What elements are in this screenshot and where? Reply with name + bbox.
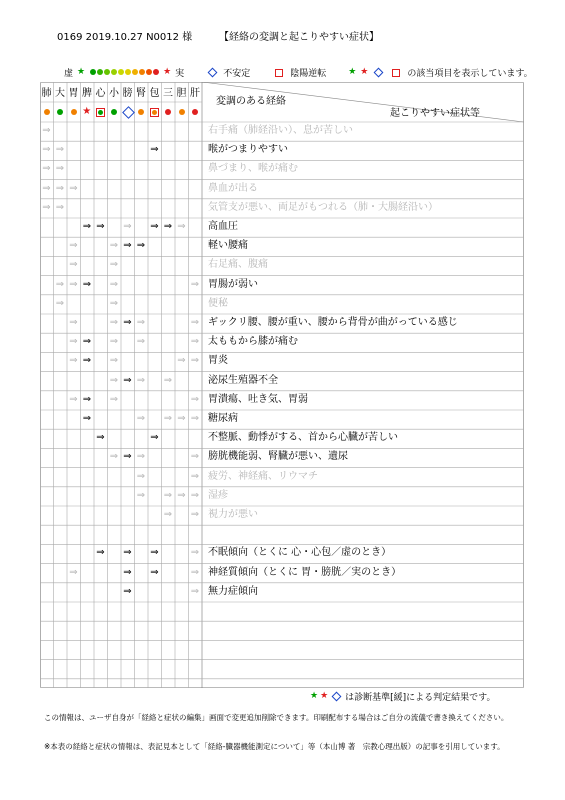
symptom-text: 高血圧 (208, 221, 238, 232)
meridian-arrow-icon: ⇒ (96, 547, 105, 559)
symptoms-header: 起こりやすい症状等 (390, 108, 480, 119)
green-star-icon: ★ (310, 691, 319, 701)
meridian-star-icon: ★ (82, 106, 92, 117)
symptom-text: 喉がつまりやすい (208, 144, 288, 156)
meridian-arrow-icon: ⇒ (109, 317, 119, 328)
meridian-arrow-icon: ⇒ (190, 585, 200, 597)
meridian-arrow-icon: ⇒ (69, 317, 78, 328)
meridian-arrow-icon: ⇒ (42, 125, 51, 136)
meridian-level-dot (44, 109, 50, 115)
meridian-level-dot (98, 110, 103, 115)
meridian-arrow-icon: ⇒ (177, 489, 186, 501)
symptom-text: 不眠傾向（とくに 心・心包／虚のとき） (208, 547, 392, 559)
symptom-text: 膀胱機能弱、腎臓が悪い、遺尿 (208, 451, 348, 463)
meridian-arrow-icon: ⇒ (82, 336, 92, 348)
meridian-column-header: 膀 (122, 88, 133, 99)
symptom-text: 泌尿生殖器不全 (208, 374, 278, 386)
meridian-arrow-icon: ⇒ (82, 278, 92, 290)
green-star-icon: ★ (77, 67, 86, 77)
meridian-arrow-icon: ⇒ (163, 509, 173, 520)
diamond-icon (374, 68, 384, 78)
meridian-arrow-icon: ⇒ (96, 432, 105, 444)
meridian-level-dot (71, 109, 77, 115)
meridian-arrow-icon: ⇒ (150, 432, 159, 444)
gradient-dot (97, 69, 103, 75)
meridian-arrow-icon: ⇒ (190, 355, 200, 367)
meridian-arrow-icon: ⇒ (69, 240, 78, 252)
meridian-arrow-icon: ⇒ (123, 585, 132, 597)
meridian-column-header: 肝 (190, 88, 200, 99)
legend-weak-label: 虚 (64, 69, 74, 79)
meridian-arrow-icon: ⇒ (190, 278, 200, 290)
symptom-text: 便秘 (208, 297, 228, 309)
meridian-arrow-icon: ⇒ (42, 144, 51, 156)
symptom-text: 鼻づまり、喉が痛む (208, 163, 298, 175)
meridian-column-header: 心 (95, 88, 106, 99)
symptom-text: 太ももから膝が痛む (208, 336, 298, 348)
meridian-column-header: 包 (149, 88, 160, 99)
meridian-column-header: 腎 (136, 88, 146, 99)
meridian-arrow-icon: ⇒ (136, 451, 146, 463)
meridian-arrow-icon: ⇒ (82, 393, 92, 405)
meridian-arrow-icon: ⇒ (96, 221, 105, 232)
meridian-arrow-icon: ⇒ (42, 201, 51, 213)
meridian-arrow-icon: ⇒ (177, 355, 186, 367)
symptom-text: 胃腸が弱い (208, 278, 258, 290)
meridian-arrow-icon: ⇒ (55, 297, 65, 309)
meridian-arrow-icon: ⇒ (150, 566, 159, 578)
symptom-text: 軽い腰痛 (208, 240, 248, 252)
meridian-arrow-icon: ⇒ (82, 413, 92, 424)
gradient-dot (90, 69, 96, 75)
meridian-arrow-icon: ⇒ (136, 470, 146, 482)
meridian-arrow-icon: ⇒ (42, 163, 51, 175)
meridian-arrow-icon: ⇒ (150, 547, 159, 559)
green-star-icon: ★ (348, 67, 357, 77)
meridian-arrow-icon: ⇒ (123, 451, 132, 463)
meridian-arrow-icon: ⇒ (109, 355, 119, 367)
meridian-level-dot (179, 109, 185, 115)
meridian-reversal-marker (150, 108, 159, 117)
meridian-arrow-icon: ⇒ (69, 336, 78, 348)
gradient-dot (146, 69, 152, 75)
symptom-text: 湿疹 (208, 489, 228, 501)
meridian-arrow-icon: ⇒ (123, 374, 132, 386)
meridian-arrow-icon: ⇒ (190, 509, 200, 520)
meridian-arrow-icon: ⇒ (109, 278, 119, 290)
meridian-arrow-icon: ⇒ (69, 355, 78, 367)
meridian-arrow-icon: ⇒ (136, 317, 146, 328)
meridian-arrow-icon: ⇒ (163, 374, 173, 386)
meridian-arrow-icon: ⇒ (69, 182, 78, 194)
meridian-column-header: 肺 (41, 88, 52, 99)
meridian-arrow-icon: ⇒ (109, 240, 119, 252)
meridian-column-header: 小 (109, 88, 119, 99)
meridian-arrow-icon: ⇒ (109, 451, 119, 463)
meridian-arrow-icon: ⇒ (190, 470, 200, 482)
meridian-arrow-icon: ⇒ (69, 259, 78, 271)
legend (64, 66, 533, 79)
red-star-icon: ★ (360, 67, 369, 77)
meridian-arrow-icon: ⇒ (136, 240, 146, 252)
meridian-arrow-icon: ⇒ (150, 221, 159, 232)
meridian-arrow-icon: ⇒ (109, 374, 119, 386)
symptom-text: 鼻血が出る (208, 182, 258, 194)
symptom-text: 糖尿病 (208, 413, 238, 424)
meridian-level-dot (152, 110, 157, 115)
square-icon (275, 69, 283, 77)
diamond-icon (208, 68, 218, 78)
strength-gradient (89, 68, 159, 78)
meridian-arrow-icon: ⇒ (190, 336, 200, 348)
patient-info: 0169 2019.10.27 N0012 様 (57, 32, 193, 43)
page-title: 【経絡の変調と起こりやすい症状】 (219, 32, 379, 43)
meridian-column-header: 脾 (82, 88, 92, 99)
meridian-arrow-icon: ⇒ (55, 163, 65, 175)
meridian-arrow-icon: ⇒ (123, 240, 132, 252)
meridian-column-header: 三 (163, 88, 173, 99)
meridian-arrow-icon: ⇒ (136, 336, 146, 348)
meridian-arrow-icon: ⇒ (190, 451, 200, 463)
legend-unstable-label: 不安定 (223, 69, 251, 79)
diamond-icon (332, 692, 342, 702)
symptom-text: 胃潰瘍、吐き気、胃弱 (208, 393, 308, 405)
gradient-dot (153, 69, 159, 75)
meridian-column-header: 胆 (176, 88, 187, 99)
meridian-arrow-icon: ⇒ (190, 566, 200, 578)
meridian-arrow-icon: ⇒ (55, 201, 65, 213)
meridian-arrow-icon: ⇒ (109, 336, 119, 348)
meridian-arrow-icon: ⇒ (123, 566, 132, 578)
meridian-arrow-icon: ⇒ (123, 221, 132, 232)
meridian-arrow-icon: ⇒ (177, 221, 186, 232)
gradient-dot (132, 69, 138, 75)
meridian-arrow-icon: ⇒ (150, 144, 159, 156)
square-icon (392, 69, 400, 77)
gradient-dot (111, 69, 117, 75)
meridian-arrow-icon: ⇒ (55, 144, 65, 156)
meridian-arrow-icon: ⇒ (123, 547, 132, 559)
symptom-text: 右手痛（肺経沿い）、息が苦しい (208, 125, 353, 136)
meridian-arrow-icon: ⇒ (190, 393, 200, 405)
gradient-dot (104, 69, 110, 75)
meridian-arrow-icon: ⇒ (109, 393, 119, 405)
meridian-arrow-icon: ⇒ (55, 182, 65, 194)
symptom-text: 不整脈、動悸がする、首から心臓が苦しい (208, 432, 398, 444)
meridian-arrow-icon: ⇒ (163, 489, 173, 501)
meridian-arrow-icon: ⇒ (69, 278, 78, 290)
footer-legend-note: は診断基準[緩]による判定結果です。 (345, 693, 496, 703)
meridian-column-header: 胃 (68, 88, 79, 99)
footer-note-edit: この情報は、ユーザ自身が「経絡と症状の編集」画面で変更追加削除できます。印刷配布する場合はご自分の流儀で書き換えてください。 (44, 713, 509, 722)
gradient-dot (125, 69, 131, 75)
meridian-arrow-icon: ⇒ (82, 355, 92, 367)
symptom-text: 神経質傾向（とくに 胃・膀胱／実のとき） (208, 566, 402, 578)
meridian-arrow-icon: ⇒ (136, 374, 146, 386)
red-star-icon: ★ (320, 691, 329, 701)
symptom-text: 右足痛、腹痛 (208, 259, 268, 271)
symptom-text: 疲労、神経痛、リウマチ (208, 470, 318, 482)
meridian-arrow-icon: ⇒ (123, 317, 132, 328)
affected-meridian-header: 変調のある経絡 (216, 96, 286, 107)
red-star-icon: ★ (163, 67, 172, 77)
meridian-arrow-icon: ⇒ (55, 278, 65, 290)
legend-reversal-label: 陰陽逆転 (290, 69, 327, 79)
symptom-text: 胃炎 (208, 355, 228, 367)
symptom-text: ギックリ腰、腰が重い、腰から背骨が曲がっている感じ (208, 317, 458, 328)
meridian-arrow-icon: ⇒ (136, 413, 146, 424)
legend-display-label: の該当項目を表示しています。 (407, 69, 533, 79)
footer-note-source: ※本表の経絡と症状の情報は、表記見本として「経絡-臓器機能測定について」等（本山博 著 宗教心理出版）の記事を引用しています。 (44, 742, 505, 751)
meridian-arrow-icon: ⇒ (136, 489, 146, 501)
meridian-arrow-icon: ⇒ (69, 393, 78, 405)
gradient-dot (139, 69, 145, 75)
meridian-column-header: 大 (55, 88, 65, 99)
meridian-arrow-icon: ⇒ (190, 413, 200, 424)
meridian-reversal-marker (96, 108, 105, 117)
meridian-arrow-icon: ⇒ (163, 221, 173, 232)
meridian-arrow-icon: ⇒ (109, 259, 119, 271)
meridian-arrow-icon: ⇒ (177, 413, 186, 424)
meridian-arrow-icon: ⇒ (82, 221, 92, 232)
meridian-arrow-icon: ⇒ (163, 413, 173, 424)
meridian-arrow-icon: ⇒ (69, 566, 78, 578)
gradient-dot (118, 69, 124, 75)
meridian-arrow-icon: ⇒ (42, 182, 51, 194)
meridian-arrow-icon: ⇒ (190, 547, 200, 559)
meridian-arrow-icon: ⇒ (190, 489, 200, 501)
meridian-arrow-icon: ⇒ (109, 297, 119, 309)
symptom-text: 気管支が悪い、両足がもつれる（肺・大腸経沿い） (208, 201, 438, 213)
symptom-text: 視力が悪い (208, 509, 258, 520)
symptom-text: 無力症傾向 (208, 585, 258, 597)
meridian-arrow-icon: ⇒ (190, 317, 200, 328)
footer-legend (310, 690, 495, 703)
legend-strong-label: 実 (175, 69, 185, 79)
